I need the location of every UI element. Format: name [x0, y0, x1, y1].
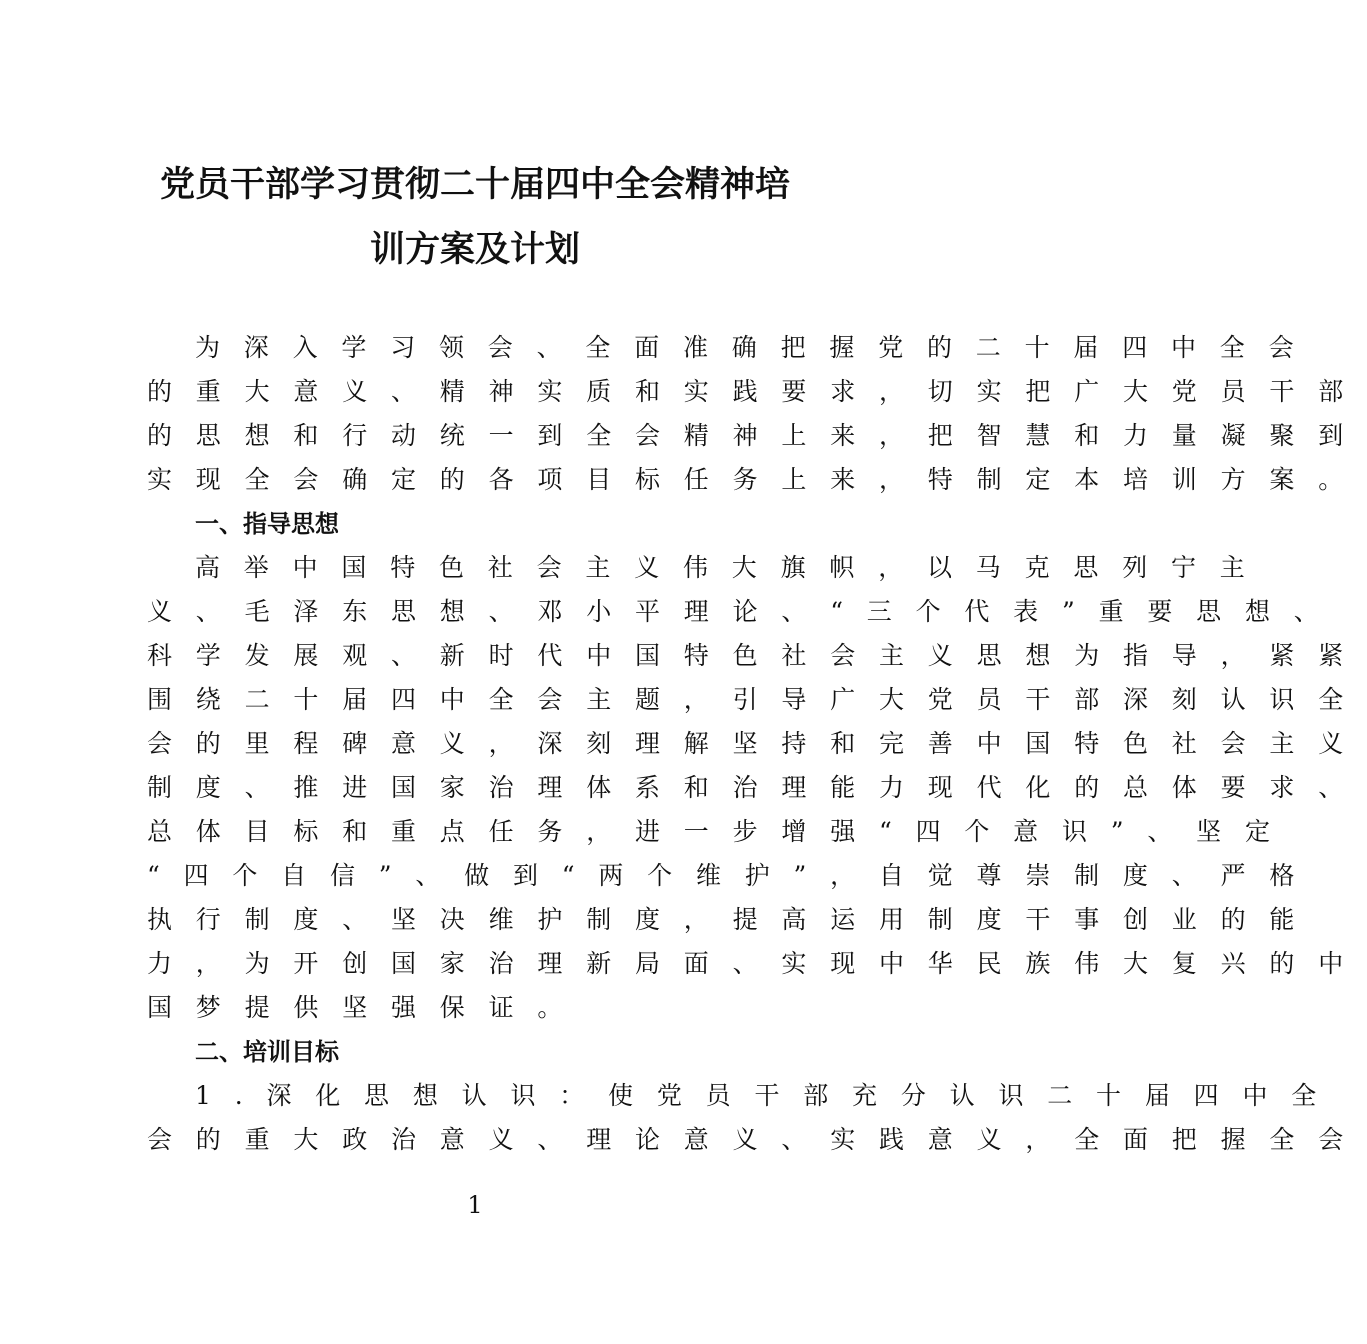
section1-line: 围绕二十届四中全会主题，引导广大党员干部深刻认识全 [147, 685, 1367, 714]
section1-line: 总体目标和重点任务，进一步增强“四个意识”、坚定 [147, 817, 1294, 846]
section-heading-training-goals: 二、培训目标 [195, 1038, 339, 1066]
section1-line: 执行制度、坚决维护制度，提高运用制度干事创业的能 [147, 905, 1319, 934]
section1-line: 会的里程碑意义，深刻理解坚持和完善中国特色社会主义 [147, 729, 1367, 758]
intro-line: 实现全会确定的各项目标任务上来，特制定本培训方案。 [147, 465, 1367, 494]
section1-line: 科学发展观、新时代中国特色社会主义思想为指导，紧紧 [147, 641, 1367, 670]
section2-line: 会的重大政治意义、理论意义、实践意义，全面把握全会 [147, 1125, 1367, 1154]
section1-line: 高举中国特色社会主义伟大旗帜，以马克思列宁主 [195, 553, 1269, 582]
section1-line: 国梦提供坚强保证。 [147, 993, 587, 1022]
section1-line: 义、毛泽东思想、邓小平理论、“三个代表”重要思想、 [147, 597, 1343, 626]
section1-line: 力，为开创国家治理新局面、实现中华民族伟大复兴的中 [147, 949, 1367, 978]
intro-line: 的思想和行动统一到全会精神上来，把智慧和力量凝聚到 [147, 421, 1367, 450]
intro-line: 的重大意义、精神实质和实践要求，切实把广大党员干部 [147, 377, 1367, 406]
section1-line: “四个自信”、做到“两个维护”，自觉尊崇制度、严格 [147, 861, 1319, 890]
document-title-line-2: 训方案及计划 [369, 229, 580, 270]
document-title-line-1: 党员干部学习贯彻二十届四中全会精神培 [159, 164, 790, 205]
section1-line: 制度、推进国家治理体系和治理能力现代化的总体要求、 [147, 773, 1367, 802]
section2-line: 1.深化思想认识：使党员干部充分认识二十届四中全 [195, 1081, 1341, 1110]
intro-line: 为深入学习领会、全面准确把握党的二十届四中全会 [195, 333, 1318, 362]
page-number: 1 [467, 1191, 483, 1219]
section-heading-guiding-ideology: 一、指导思想 [195, 510, 339, 538]
